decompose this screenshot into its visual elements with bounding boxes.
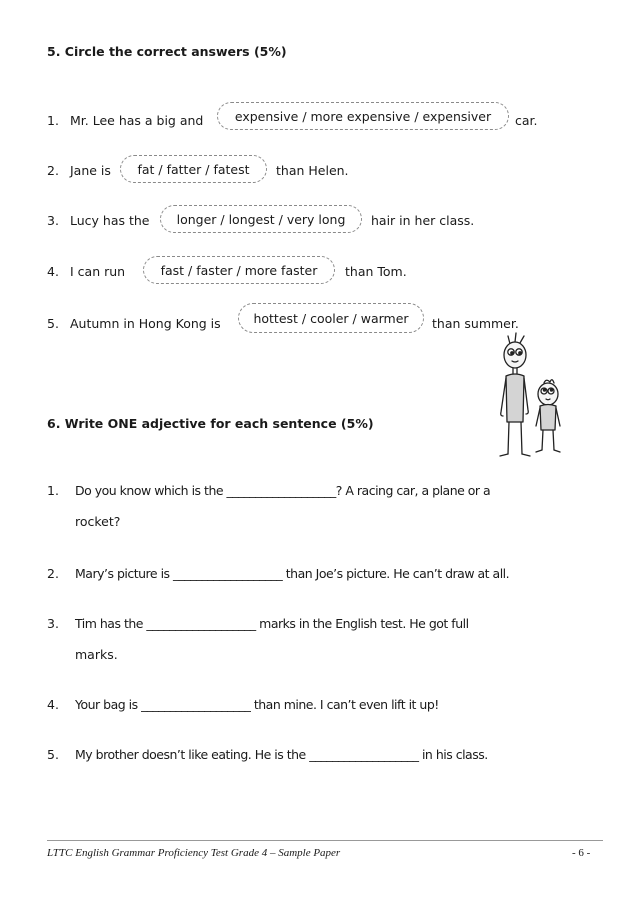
s6-item1-number: 1. bbox=[47, 483, 59, 498]
s6-item1-line1: Do you know which is the ___________________? A racing car, a plane or a bbox=[75, 483, 491, 498]
s5-item4-text-before: I can run bbox=[70, 264, 126, 279]
s5-item1-text-after: car. bbox=[515, 113, 538, 128]
s5-item2-options[interactable]: fat / fatter / fatest bbox=[120, 155, 267, 183]
s6-item2-line1: Mary’s picture is ___________________ than Joe’s picture. He can’t draw at all. bbox=[75, 566, 510, 581]
s5-item5-text-before: Autumn in Hong Kong is bbox=[70, 316, 221, 331]
s6-item5-number: 5. bbox=[47, 747, 59, 762]
s5-item5-text-after: than summer. bbox=[432, 316, 519, 331]
s5-item5-number: 5. bbox=[47, 316, 59, 331]
s5-item4-options[interactable]: fast / faster / more faster bbox=[143, 256, 335, 284]
s5-item2-text-before: Jane is bbox=[70, 163, 111, 178]
s5-item1-options[interactable]: expensive / more expensive / expensiver bbox=[217, 102, 509, 130]
s5-item1-number: 1. bbox=[47, 113, 59, 128]
s5-item3-text-after: hair in her class. bbox=[371, 213, 475, 228]
s5-item5-options[interactable]: hottest / cooler / warmer bbox=[238, 303, 424, 333]
s5-item3-options[interactable]: longer / longest / very long bbox=[160, 205, 362, 233]
s6-item2-number: 2. bbox=[47, 566, 59, 581]
s6-item3-line1: Tim has the ___________________ marks in the English test. He got full bbox=[75, 616, 469, 631]
s5-item4-text-after: than Tom. bbox=[345, 264, 407, 279]
s6-item4-line1: Your bag is ___________________ than mine. I can’t even lift it up! bbox=[75, 697, 439, 712]
s5-item2-text-after: than Helen. bbox=[276, 163, 349, 178]
s5-item1-text-before: Mr. Lee has a big and bbox=[70, 113, 204, 128]
tall-and-short-cartoon-figures-icon bbox=[488, 330, 568, 460]
footer-title: LTTC English Grammar Proficiency Test Grade 4 – Sample Paper bbox=[47, 847, 341, 859]
s5-item4-number: 4. bbox=[47, 264, 59, 279]
section6-heading: 6. Write ONE adjective for each sentence (5%) bbox=[47, 416, 374, 431]
s5-item2-number: 2. bbox=[47, 163, 59, 178]
s6-item1-line2: rocket? bbox=[75, 514, 121, 529]
s5-item3-text-before: Lucy has the bbox=[70, 213, 150, 228]
s6-item4-number: 4. bbox=[47, 697, 59, 712]
s5-item3-number: 3. bbox=[47, 213, 59, 228]
s6-item3-line2: marks. bbox=[75, 647, 118, 662]
footer-rule bbox=[47, 840, 603, 841]
s6-item3-number: 3. bbox=[47, 616, 59, 631]
s6-item5-line1: My brother doesn’t like eating. He is the ___________________ in his class. bbox=[75, 747, 488, 762]
page-number: - 6 - bbox=[572, 847, 591, 859]
section5-heading: 5. Circle the correct answers (5%) bbox=[47, 44, 287, 59]
